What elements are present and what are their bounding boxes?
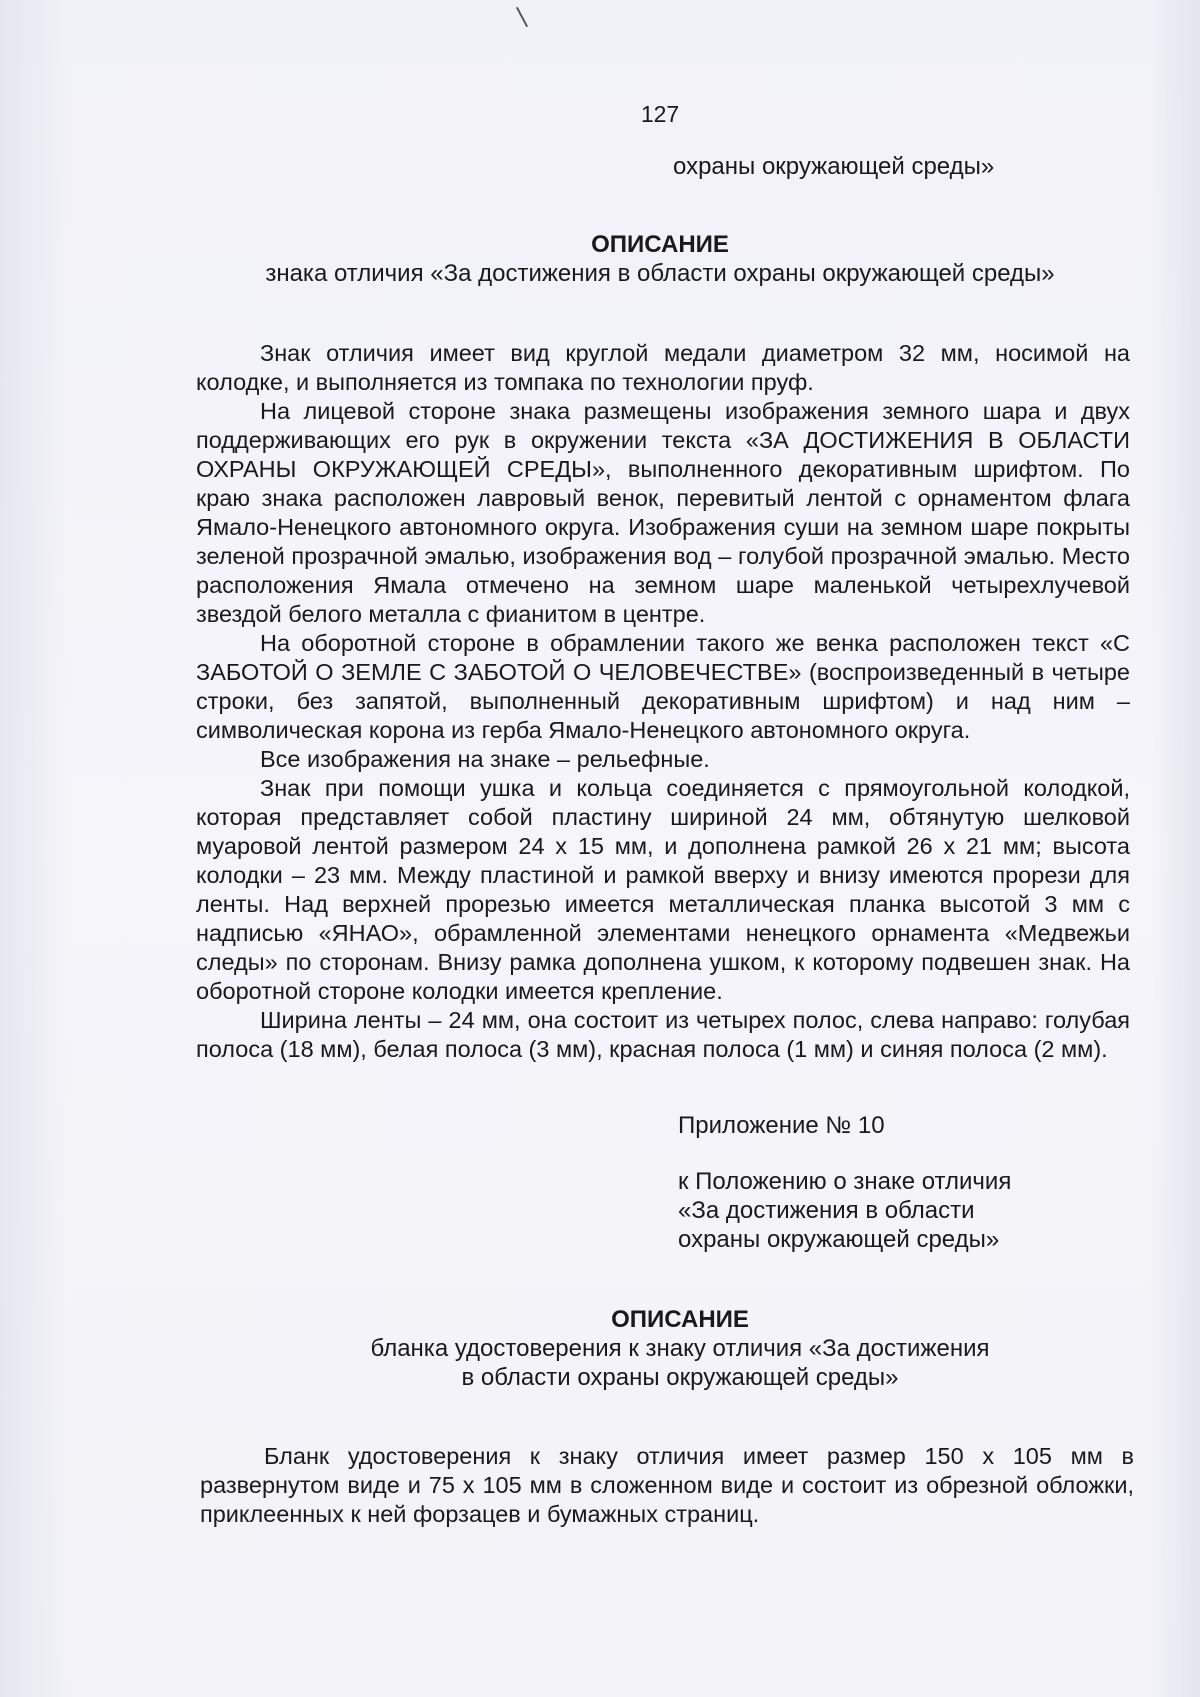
section1-title: ОПИСАНИЕ xyxy=(591,231,729,258)
appendix-label: Приложение № 10 xyxy=(678,1112,885,1139)
section1-subtitle: знака отличия «За достижения в области охраны окружающей среды» xyxy=(265,260,1055,287)
appendix-reference-block xyxy=(678,1167,1011,1254)
section1-heading xyxy=(0,230,1200,288)
paragraph: Бланк удостоверения к знаку отличия имеет размер 150 x 105 мм в развернутом виде и 75 x 105 мм в сложенном виде и состоит из обрезной обложки, приклеенных к ней форзацев и бумажных страниц. xyxy=(200,1443,1134,1527)
paragraph: Знак отличия имеет вид круглой медали диаметром 32 мм, носимой на колодке, и выполняется из томпака по технологии пруф. xyxy=(196,340,1130,395)
paragraph: На лицевой стороне знака размещены изображения земного шара и двух поддерживающих его рук в окружении текста «ЗА ДОСТИЖЕНИЯ В ОБЛАСТИ ОХРАНЫ ОКРУЖАЮЩЕЙ СРЕДЫ», выполненного декоративным шрифтом. По краю знака расположен лавровый венок, перевитый лентой с орнаментом флага Ямало-Ненецкого автономного округа. Изображения суши на земном шаре покрыты зеленой прозрачной эмалью, изображения вод – голубой прозрачной эмалью. Место расположения Ямала отмечено на земном шаре маленькой четырехлучевой звездой белого металла с фианитом в центре. xyxy=(196,398,1130,627)
paragraph: Знак при помощи ушка и кольца соединяется с прямоугольной колодкой, которая представляет собой пластину шириной 24 мм, обтянутую шелковой муаровой лентой размером 24 x 15 мм, и дополнена рамкой 26 x 21 мм; высота колодки – 23 мм. Между пластиной и рамкой вверху и внизу имеются прорези для ленты. Над верхней прорезью имеется металлическая планка высотой 3 мм с надписью «ЯНАО», обрамленной элементами ненецкого орнамента «Медвежьи следы» по сторонам. Внизу рамка дополнена ушком, к которому подвешен знак. На оборотной стороне колодки имеется крепление. xyxy=(196,775,1130,1004)
section2-body xyxy=(200,1442,1134,1529)
paragraph: Все изображения на знаке – рельефные. xyxy=(260,746,710,772)
appendix-reference-line: охраны окружающей среды» xyxy=(678,1226,1000,1253)
appendix-reference-line: к Положению о знаке отличия xyxy=(678,1168,1012,1195)
paragraph: Ширина ленты – 24 мм, она состоит из четырех полос, слева направо: голубая полоса (18 мм), белая полоса (3 мм), красная полоса (1 мм) и синяя полоса (2 мм). xyxy=(196,1007,1130,1062)
section1-body xyxy=(196,339,1130,1064)
section2-heading xyxy=(20,1305,1200,1392)
previous-appendix-line: охраны окружающей среды» xyxy=(673,153,995,180)
section2-subtitle-line: в области охраны окружающей среды» xyxy=(461,1364,899,1391)
page-number: 127 xyxy=(640,101,680,127)
previous-appendix-fragment xyxy=(673,152,994,181)
appendix-label-block xyxy=(678,1111,885,1140)
paragraph: На оборотной стороне в обрамлении такого же венка расположен текст «С ЗАБОТОЙ О ЗЕМЛЕ С ЗАБОТОЙ О ЧЕЛОВЕЧЕСТВЕ» (воспроизведенный в четыре строки, без запятой, выполненный декоративным шрифтом) и над ним – символическая корона из герба Ямало-Ненецкого автономного округа. xyxy=(196,630,1130,743)
appendix-reference-line: «За достижения в области xyxy=(678,1197,975,1224)
section2-title: ОПИСАНИЕ xyxy=(611,1306,749,1333)
section2-subtitle-line: бланка удостоверения к знаку отличия «За достижения xyxy=(370,1335,990,1362)
